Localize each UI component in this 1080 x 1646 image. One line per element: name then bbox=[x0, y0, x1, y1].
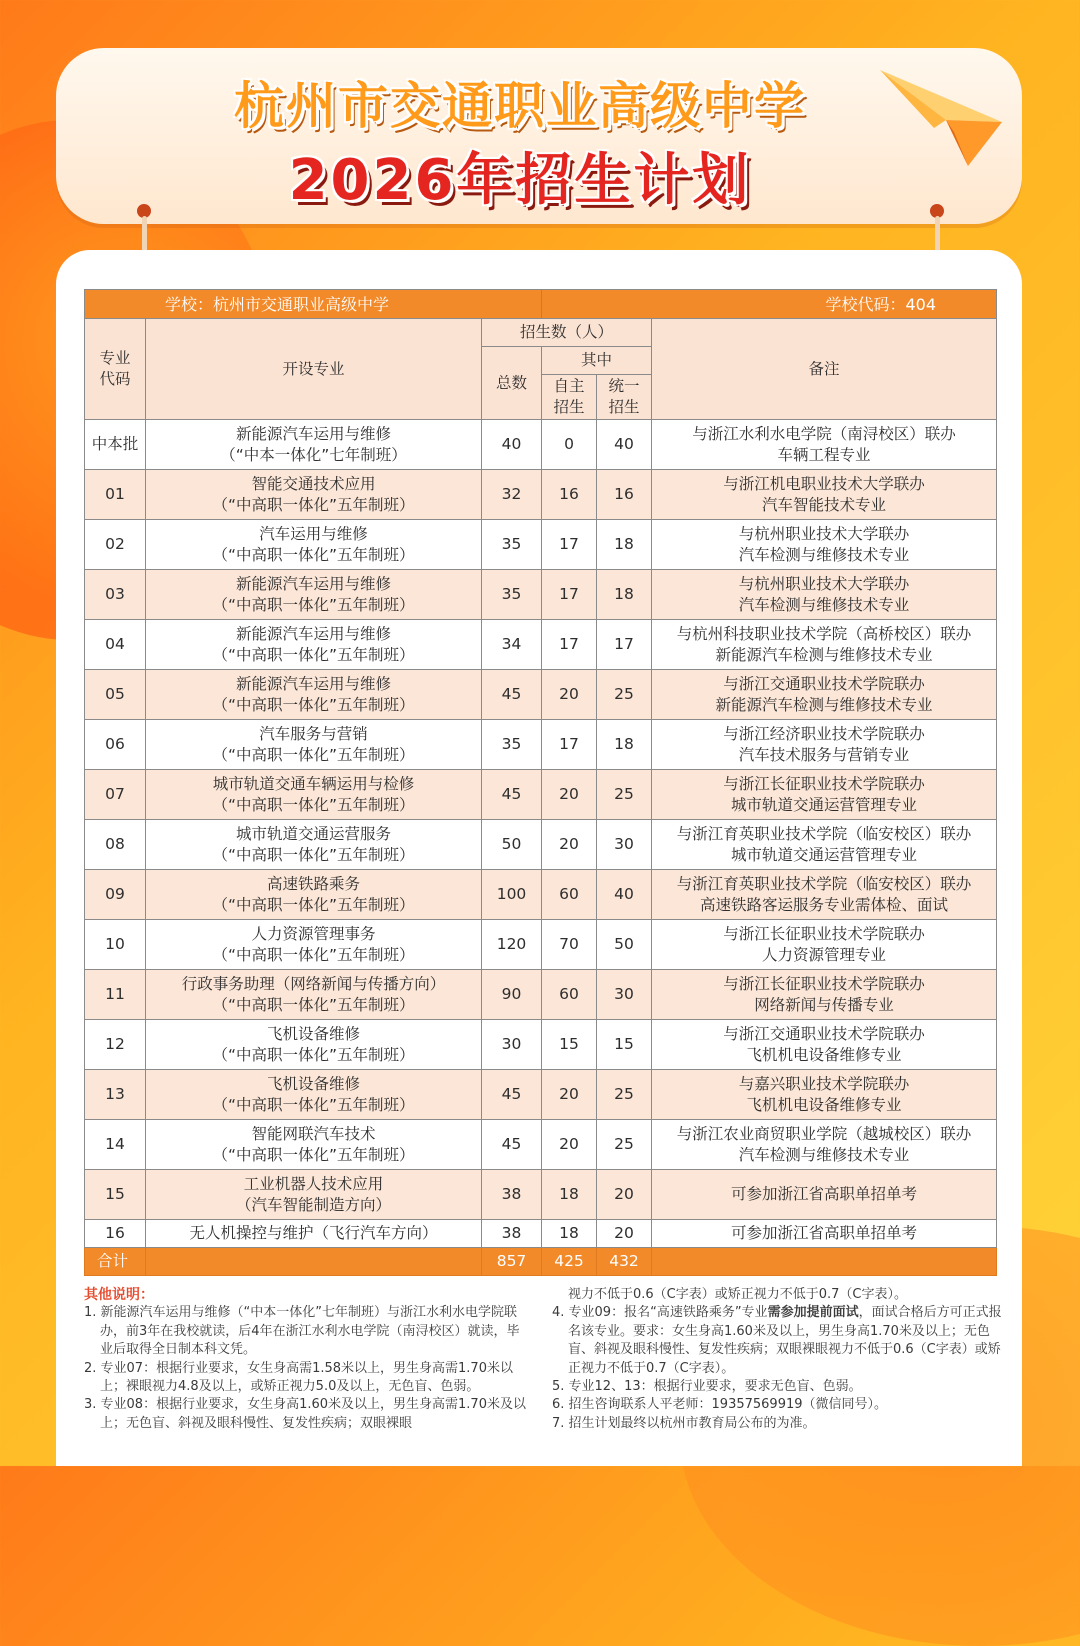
remark-line: 汽车技术服务与营销专业 bbox=[738, 745, 910, 764]
note-item: 5. 专业12、13：根据行业要求，要求无色盲、色弱。 bbox=[552, 1379, 862, 1395]
remark-line: 与浙江长征职业技术学院联办 bbox=[723, 924, 925, 943]
cell-total: 100 bbox=[482, 870, 542, 920]
cell-unified: 18 bbox=[597, 720, 652, 770]
table-row bbox=[85, 420, 997, 470]
cell-remark bbox=[652, 470, 997, 520]
major-name: 智能交通技术应用 bbox=[251, 474, 376, 493]
note-item: 7. 招生计划最终以杭州市教育局公布的为准。 bbox=[552, 1415, 816, 1431]
remark-line: 与浙江交通职业技术学院联办 bbox=[723, 674, 925, 693]
notes-right-column bbox=[552, 1286, 1004, 1433]
enrollment-table bbox=[84, 289, 997, 1276]
school-info-bar bbox=[85, 290, 997, 319]
header-remark: 备注 bbox=[652, 319, 997, 420]
table-row bbox=[85, 770, 997, 820]
cell-total: 45 bbox=[482, 1070, 542, 1120]
remark-line: 与杭州职业技术大学联办 bbox=[738, 574, 910, 593]
cell-code: 07 bbox=[85, 770, 146, 820]
cell-code: 11 bbox=[85, 970, 146, 1020]
major-program: （“中高职一体化”五年制班） bbox=[212, 495, 415, 514]
header-major: 开设专业 bbox=[146, 319, 482, 420]
table-row bbox=[85, 1120, 997, 1170]
cell-remark bbox=[652, 420, 997, 470]
notes-left-column bbox=[84, 1286, 532, 1433]
major-program: （“中高职一体化”五年制班） bbox=[212, 1045, 415, 1064]
cell-self: 60 bbox=[542, 970, 597, 1020]
major-program: （“中高职一体化”五年制班） bbox=[212, 695, 415, 714]
major-name: 新能源汽车运用与维修 bbox=[235, 624, 391, 643]
page-subtitle: 2026年招生计划 bbox=[288, 148, 752, 213]
cell-unified: 25 bbox=[597, 770, 652, 820]
cell-self: 70 bbox=[542, 920, 597, 970]
note-item: 6. 招生咨询联系人平老师：19357569919（微信同号）。 bbox=[552, 1397, 888, 1413]
remark-line: 与浙江长征职业技术学院联办 bbox=[723, 774, 925, 793]
remark-line: 与嘉兴职业技术学院联办 bbox=[738, 1074, 910, 1093]
cell-unified: 15 bbox=[597, 1020, 652, 1070]
header-of-which: 其中 bbox=[542, 347, 652, 375]
cell-total: 32 bbox=[482, 470, 542, 520]
cell-self: 60 bbox=[542, 870, 597, 920]
header-unified: 统一 招生 bbox=[597, 375, 652, 420]
cell-self: 16 bbox=[542, 470, 597, 520]
header-total: 总数 bbox=[482, 347, 542, 420]
cell-self: 20 bbox=[542, 820, 597, 870]
remark-line: 人力资源管理专业 bbox=[762, 945, 887, 964]
table-row bbox=[85, 470, 997, 520]
remark-line: 网络新闻与传播专业 bbox=[754, 995, 894, 1014]
cell-major bbox=[146, 1120, 482, 1170]
cell-total: 45 bbox=[482, 1120, 542, 1170]
cell-code: 15 bbox=[85, 1170, 146, 1220]
table-row bbox=[85, 970, 997, 1020]
table-row bbox=[85, 570, 997, 620]
major-name: 汽车服务与营销 bbox=[259, 724, 368, 743]
major-name: 行政事务助理（网络新闻与传播方向） bbox=[181, 974, 446, 993]
remark-line: 汽车检测与维修技术专业 bbox=[738, 595, 910, 614]
major-name: 新能源汽车运用与维修 bbox=[235, 424, 391, 443]
cell-remark bbox=[652, 1220, 997, 1248]
remark-line: 城市轨道交通运营管理专业 bbox=[731, 845, 918, 864]
table-row bbox=[85, 1020, 997, 1070]
total-spacer bbox=[146, 1248, 482, 1276]
cell-remark bbox=[652, 1020, 997, 1070]
school-name: 学校：杭州市交通职业高级中学 bbox=[85, 290, 542, 319]
cell-code: 12 bbox=[85, 1020, 146, 1070]
major-program: （“中高职一体化”五年制班） bbox=[212, 595, 415, 614]
cell-self: 20 bbox=[542, 1120, 597, 1170]
table-row bbox=[85, 870, 997, 920]
cell-code: 08 bbox=[85, 820, 146, 870]
major-program: （“中高职一体化”五年制班） bbox=[212, 1145, 415, 1164]
cell-major bbox=[146, 570, 482, 620]
cell-remark bbox=[652, 820, 997, 870]
cell-total: 35 bbox=[482, 720, 542, 770]
header-code: 专业 代码 bbox=[85, 319, 146, 420]
cell-remark bbox=[652, 1120, 997, 1170]
cell-major bbox=[146, 620, 482, 670]
cell-major bbox=[146, 520, 482, 570]
remark-line: 与杭州科技职业技术学院（高桥校区）联办 bbox=[676, 624, 972, 643]
total-unified: 432 bbox=[597, 1248, 652, 1276]
cell-total: 35 bbox=[482, 520, 542, 570]
remark-line: 城市轨道交通运营管理专业 bbox=[731, 795, 918, 814]
table-row bbox=[85, 620, 997, 670]
major-program: （“中高职一体化”五年制班） bbox=[212, 645, 415, 664]
remark-line: 汽车检测与维修技术专业 bbox=[738, 1145, 910, 1164]
cell-total: 38 bbox=[482, 1220, 542, 1248]
cell-code: 06 bbox=[85, 720, 146, 770]
cell-total: 35 bbox=[482, 570, 542, 620]
cell-unified: 40 bbox=[597, 420, 652, 470]
major-name: 工业机器人技术应用 bbox=[243, 1174, 384, 1193]
remark-line: 可参加浙江省高职单招单考 bbox=[731, 1224, 918, 1242]
remark-line: 新能源汽车检测与维修技术专业 bbox=[715, 645, 933, 664]
header-enroll: 招生数（人） bbox=[482, 319, 652, 347]
cell-major bbox=[146, 920, 482, 970]
cell-major bbox=[146, 1020, 482, 1070]
cell-remark bbox=[652, 520, 997, 570]
cell-total: 45 bbox=[482, 670, 542, 720]
cell-remark bbox=[652, 570, 997, 620]
cell-total: 120 bbox=[482, 920, 542, 970]
major-program: （“中高职一体化”五年制班） bbox=[212, 995, 415, 1014]
table-row bbox=[85, 520, 997, 570]
table-row bbox=[85, 820, 997, 870]
cell-code: 05 bbox=[85, 670, 146, 720]
major-name: 飞机设备维修 bbox=[266, 1074, 360, 1093]
cell-unified: 20 bbox=[597, 1220, 652, 1248]
note-item-continuation: 视力不低于0.6（C字表）或矫正视力不低于0.7（C字表）。 bbox=[568, 1287, 908, 1302]
major-name: 汽车运用与维修 bbox=[259, 524, 368, 543]
cell-remark bbox=[652, 920, 997, 970]
major-program: （汽车智能制造方向） bbox=[235, 1195, 391, 1214]
table-row bbox=[85, 1070, 997, 1120]
cell-unified: 25 bbox=[597, 1070, 652, 1120]
cell-major bbox=[146, 1220, 482, 1248]
cell-code: 10 bbox=[85, 920, 146, 970]
major-name: 城市轨道交通车辆运用与检修 bbox=[212, 774, 415, 793]
table-row bbox=[85, 1170, 997, 1220]
cell-remark bbox=[652, 670, 997, 720]
remark-line: 与浙江农业商贸职业学院（越城校区）联办 bbox=[676, 1124, 972, 1143]
cell-total: 34 bbox=[482, 620, 542, 670]
remark-line: 新能源汽车检测与维修技术专业 bbox=[715, 695, 933, 714]
remark-line: 汽车智能技术专业 bbox=[762, 495, 887, 514]
paper-plane-icon bbox=[876, 62, 1006, 172]
remark-line: 与浙江经济职业技术学院联办 bbox=[723, 724, 925, 743]
cell-self: 18 bbox=[542, 1170, 597, 1220]
remark-line: 与浙江长征职业技术学院联办 bbox=[723, 974, 925, 993]
cell-major bbox=[146, 420, 482, 470]
major-name: 高速铁路乘务 bbox=[266, 874, 360, 893]
major-name: 无人机操控与维护（飞行汽车方向） bbox=[189, 1224, 438, 1242]
cell-unified: 40 bbox=[597, 870, 652, 920]
cell-self: 17 bbox=[542, 570, 597, 620]
major-program: （“中高职一体化”五年制班） bbox=[212, 895, 415, 914]
header-self: 自主 招生 bbox=[542, 375, 597, 420]
cell-remark bbox=[652, 620, 997, 670]
cell-major bbox=[146, 770, 482, 820]
cell-self: 0 bbox=[542, 420, 597, 470]
total-total: 857 bbox=[482, 1248, 542, 1276]
cell-unified: 30 bbox=[597, 820, 652, 870]
cell-major bbox=[146, 720, 482, 770]
cell-code: 04 bbox=[85, 620, 146, 670]
school-code: 学校代码：404 bbox=[542, 290, 997, 319]
remark-line: 与杭州职业技术大学联办 bbox=[738, 524, 910, 543]
note-item: 1. 新能源汽车运用与维修（“中本一体化”七年制班）与浙江水利水电学院联办，前3年在我校就读，后4年在浙江水利水电学院（南浔校区）就读，毕业后取得全日制本科文凭。 bbox=[84, 1305, 520, 1358]
cell-major bbox=[146, 1170, 482, 1220]
cell-major bbox=[146, 670, 482, 720]
table-row bbox=[85, 1220, 997, 1248]
cell-major bbox=[146, 1070, 482, 1120]
major-program: （“中高职一体化”五年制班） bbox=[212, 745, 415, 764]
remark-line: 汽车检测与维修技术专业 bbox=[738, 545, 910, 564]
cell-unified: 30 bbox=[597, 970, 652, 1020]
cell-unified: 18 bbox=[597, 520, 652, 570]
cell-total: 90 bbox=[482, 970, 542, 1020]
page-title: 杭州市交通职业高级中学 bbox=[234, 77, 806, 135]
cell-self: 20 bbox=[542, 670, 597, 720]
cell-code: 09 bbox=[85, 870, 146, 920]
total-self: 425 bbox=[542, 1248, 597, 1276]
major-name: 城市轨道交通运营服务 bbox=[235, 824, 391, 843]
cell-major bbox=[146, 820, 482, 870]
cell-self: 18 bbox=[542, 1220, 597, 1248]
major-program: （“中高职一体化”五年制班） bbox=[212, 845, 415, 864]
cell-remark bbox=[652, 1170, 997, 1220]
remark-line: 与浙江水利水电学院（南浔校区）联办 bbox=[692, 424, 956, 443]
total-row bbox=[85, 1248, 997, 1276]
cell-total: 30 bbox=[482, 1020, 542, 1070]
major-program: （“中高职一体化”五年制班） bbox=[212, 1095, 415, 1114]
major-program: （“中高职一体化”五年制班） bbox=[212, 545, 415, 564]
cell-unified: 50 bbox=[597, 920, 652, 970]
cell-code: 14 bbox=[85, 1120, 146, 1170]
cell-self: 20 bbox=[542, 1070, 597, 1120]
note-item: 2. 专业07：根据行业要求，女生身高需1.58米以上，男生身高需1.70米以上；裸眼视力4.8及以上，或矫正视力5.0及以上，无色盲、色弱。 bbox=[84, 1360, 513, 1395]
notes-section bbox=[84, 1286, 1004, 1436]
note-item: 3. 专业08：根据行业要求，女生身高1.60米及以上，男生身高需1.70米及以上；无色盲、斜视及眼科慢性、复发性疾病；双眼裸眼 bbox=[84, 1397, 526, 1431]
cell-self: 17 bbox=[542, 620, 597, 670]
cell-major bbox=[146, 970, 482, 1020]
cell-major bbox=[146, 870, 482, 920]
cell-code: 13 bbox=[85, 1070, 146, 1120]
cell-unified: 20 bbox=[597, 1170, 652, 1220]
cell-unified: 16 bbox=[597, 470, 652, 520]
remark-line: 飞机机电设备维修专业 bbox=[746, 1095, 902, 1114]
remark-line: 与浙江交通职业技术学院联办 bbox=[723, 1024, 925, 1043]
cell-total: 45 bbox=[482, 770, 542, 820]
cell-total: 40 bbox=[482, 420, 542, 470]
major-program: （“中高职一体化”五年制班） bbox=[212, 945, 415, 964]
cell-unified: 25 bbox=[597, 670, 652, 720]
cell-self: 15 bbox=[542, 1020, 597, 1070]
cell-code: 16 bbox=[85, 1220, 146, 1248]
note-item: 4. 专业09：报名“高速铁路乘务”专业需参加提前面试，面试合格后方可正式报名该专业。要求：女生身高1.60米及以上，男生身高1.70米及以上；无色盲、斜视及眼科慢性、复发性疾病；双眼裸眼视力不低于0.6（C字表）或矫正视力不低于0.7（C字表）。 bbox=[552, 1305, 1002, 1376]
major-name: 新能源汽车运用与维修 bbox=[235, 574, 391, 593]
cell-unified: 18 bbox=[597, 570, 652, 620]
table-row bbox=[85, 920, 997, 970]
remark-line: 飞机机电设备维修专业 bbox=[746, 1045, 902, 1064]
cell-unified: 25 bbox=[597, 1120, 652, 1170]
table-header-row bbox=[85, 319, 997, 347]
remark-line: 与浙江机电职业技术大学联办 bbox=[723, 474, 925, 493]
major-program: （“中本一体化”七年制班） bbox=[220, 445, 407, 464]
remark-line: 高速铁路客运服务专业需体检、面试 bbox=[700, 895, 949, 914]
cell-total: 50 bbox=[482, 820, 542, 870]
table-row bbox=[85, 670, 997, 720]
notes-title: 其他说明： bbox=[84, 1287, 154, 1303]
cell-code: 03 bbox=[85, 570, 146, 620]
remark-line: 与浙江育英职业技术学院（临安校区）联办 bbox=[676, 824, 972, 843]
cell-remark bbox=[652, 970, 997, 1020]
cell-self: 17 bbox=[542, 720, 597, 770]
cell-code: 02 bbox=[85, 520, 146, 570]
cell-self: 17 bbox=[542, 520, 597, 570]
note-emphasis: 需参加提前面试 bbox=[767, 1305, 859, 1321]
cell-code: 中本批 bbox=[85, 420, 146, 470]
total-spacer bbox=[652, 1248, 997, 1276]
cell-remark bbox=[652, 870, 997, 920]
major-name: 新能源汽车运用与维修 bbox=[235, 674, 391, 693]
major-name: 飞机设备维修 bbox=[266, 1024, 360, 1043]
remark-line: 与浙江育英职业技术学院（临安校区）联办 bbox=[676, 874, 972, 893]
cell-remark bbox=[652, 770, 997, 820]
cell-major bbox=[146, 470, 482, 520]
major-name: 人力资源管理事务 bbox=[251, 924, 376, 943]
major-name: 智能网联汽车技术 bbox=[251, 1124, 376, 1143]
cell-self: 20 bbox=[542, 770, 597, 820]
total-label: 合计 bbox=[85, 1248, 146, 1276]
major-program: （“中高职一体化”五年制班） bbox=[212, 795, 415, 814]
cell-total: 38 bbox=[482, 1170, 542, 1220]
table-row bbox=[85, 720, 997, 770]
remark-line: 车辆工程专业 bbox=[777, 445, 871, 464]
cell-unified: 17 bbox=[597, 620, 652, 670]
remark-line: 可参加浙江省高职单招单考 bbox=[731, 1185, 918, 1203]
cell-remark bbox=[652, 1070, 997, 1120]
cell-code: 01 bbox=[85, 470, 146, 520]
cell-remark bbox=[652, 720, 997, 770]
